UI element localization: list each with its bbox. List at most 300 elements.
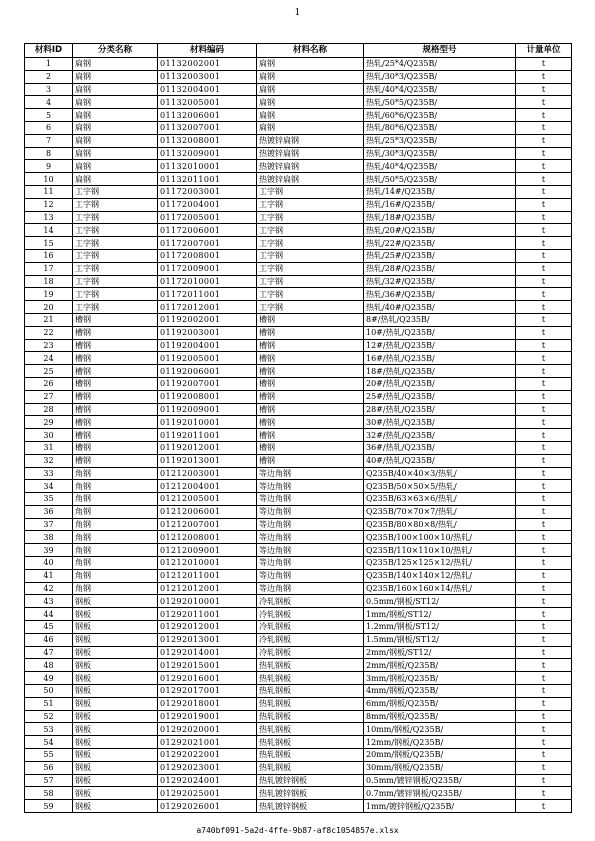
cell-material-id: 47 (25, 646, 73, 659)
cell-material-name: 热轧钢板 (257, 710, 364, 723)
cell-unit: t (516, 761, 572, 774)
cell-category-name: 钢板 (73, 697, 158, 710)
table-row (25, 160, 572, 173)
cell-specification: 热轧/50*5/Q235B/ (364, 96, 516, 109)
table-row (25, 390, 572, 403)
cell-material-id: 25 (25, 365, 73, 378)
cell-material-id: 40 (25, 557, 73, 570)
cell-category-name: 钢板 (73, 672, 158, 685)
cell-material-name: 等边角钢 (257, 531, 364, 544)
cell-specification: 热轧/22#/Q235B/ (364, 237, 516, 250)
table-row (25, 454, 572, 467)
cell-material-code: 01132002001 (158, 58, 257, 71)
cell-material-code: 01212009001 (158, 544, 257, 557)
cell-category-name: 槽钢 (73, 365, 158, 378)
cell-category-name: 钢板 (73, 761, 158, 774)
cell-specification: 8mm/钢板/Q235B/ (364, 710, 516, 723)
cell-material-id: 42 (25, 582, 73, 595)
cell-material-id: 10 (25, 173, 73, 186)
cell-material-code: 01132005001 (158, 96, 257, 109)
cell-category-name: 工字钢 (73, 211, 158, 224)
cell-category-name: 角钢 (73, 544, 158, 557)
cell-material-id: 7 (25, 134, 73, 147)
cell-category-name: 工字钢 (73, 198, 158, 211)
cell-unit: t (516, 505, 572, 518)
cell-material-code: 01192009001 (158, 403, 257, 416)
cell-specification: 0.5mm/钢板/ST12/ (364, 595, 516, 608)
table-row (25, 557, 572, 570)
cell-material-code: 01172009001 (158, 262, 257, 275)
cell-unit: t (516, 646, 572, 659)
cell-material-name: 扁钢 (257, 109, 364, 122)
cell-material-code: 01292026001 (158, 800, 257, 813)
cell-material-id: 30 (25, 429, 73, 442)
cell-unit: t (516, 531, 572, 544)
cell-material-name: 槽钢 (257, 339, 364, 352)
cell-unit: t (516, 58, 572, 71)
cell-unit: t (516, 723, 572, 736)
cell-material-id: 41 (25, 569, 73, 582)
cell-material-id: 51 (25, 697, 73, 710)
cell-material-name: 冷轧钢板 (257, 595, 364, 608)
cell-category-name: 槽钢 (73, 441, 158, 454)
cell-material-name: 槽钢 (257, 377, 364, 390)
cell-material-name: 热轧镀锌钢板 (257, 774, 364, 787)
cell-material-code: 01132003001 (158, 70, 257, 83)
cell-material-code: 01292014001 (158, 646, 257, 659)
cell-specification: 32#/热轧/Q235B/ (364, 429, 516, 442)
table-row (25, 83, 572, 96)
cell-specification: Q235B/63×63×6/热轧/ (364, 493, 516, 506)
cell-category-name: 钢板 (73, 723, 158, 736)
cell-material-name: 槽钢 (257, 429, 364, 442)
cell-unit: t (516, 608, 572, 621)
cell-specification: 热轧/40*4/Q235B/ (364, 160, 516, 173)
table-row (25, 633, 572, 646)
cell-material-id: 46 (25, 633, 73, 646)
cell-specification: Q235B/125×125×12/热轧/ (364, 557, 516, 570)
cell-category-name: 角钢 (73, 569, 158, 582)
cell-category-name: 槽钢 (73, 390, 158, 403)
cell-material-id: 26 (25, 377, 73, 390)
header-material-id: 材料ID (25, 44, 73, 58)
cell-material-id: 1 (25, 58, 73, 71)
table-row (25, 787, 572, 800)
cell-specification: 热轧/60*6/Q235B/ (364, 109, 516, 122)
cell-unit: t (516, 147, 572, 160)
cell-material-code: 01292019001 (158, 710, 257, 723)
table-row (25, 288, 572, 301)
table-row (25, 685, 572, 698)
table-row (25, 710, 572, 723)
cell-unit: t (516, 518, 572, 531)
cell-material-id: 35 (25, 493, 73, 506)
cell-unit: t (516, 659, 572, 672)
cell-unit: t (516, 787, 572, 800)
cell-unit: t (516, 710, 572, 723)
cell-category-name: 角钢 (73, 467, 158, 480)
cell-unit: t (516, 595, 572, 608)
cell-material-id: 20 (25, 301, 73, 314)
cell-unit: t (516, 185, 572, 198)
cell-specification: 0.5mm/镀锌钢板/Q235B/ (364, 774, 516, 787)
cell-material-id: 53 (25, 723, 73, 736)
cell-material-name: 工字钢 (257, 211, 364, 224)
cell-unit: t (516, 198, 572, 211)
table-row (25, 301, 572, 314)
cell-specification: Q235B/40×40×3/热轧/ (364, 467, 516, 480)
cell-material-name: 热轧钢板 (257, 685, 364, 698)
cell-unit: t (516, 352, 572, 365)
cell-specification: 热轧/40#/Q235B/ (364, 301, 516, 314)
table-row (25, 237, 572, 250)
cell-unit: t (516, 480, 572, 493)
table-body (25, 58, 572, 813)
table-row (25, 173, 572, 186)
cell-material-code: 01212012001 (158, 582, 257, 595)
cell-category-name: 扁钢 (73, 109, 158, 122)
cell-material-code: 01292020001 (158, 723, 257, 736)
cell-material-code: 01292018001 (158, 697, 257, 710)
cell-material-code: 01192002001 (158, 313, 257, 326)
cell-unit: t (516, 121, 572, 134)
cell-unit: t (516, 134, 572, 147)
cell-specification: 12#/热轧/Q235B/ (364, 339, 516, 352)
cell-unit: t (516, 467, 572, 480)
cell-unit: t (516, 493, 572, 506)
materials-table (24, 43, 572, 813)
cell-material-name: 冷轧钢板 (257, 646, 364, 659)
cell-material-code: 01132010001 (158, 160, 257, 173)
cell-category-name: 扁钢 (73, 83, 158, 96)
cell-material-code: 01192003001 (158, 326, 257, 339)
table-row (25, 198, 572, 211)
cell-category-name: 钢板 (73, 736, 158, 749)
cell-category-name: 扁钢 (73, 134, 158, 147)
cell-material-id: 37 (25, 518, 73, 531)
cell-category-name: 角钢 (73, 480, 158, 493)
cell-category-name: 钢板 (73, 800, 158, 813)
cell-specification: Q235B/50×50×5/热轧/ (364, 480, 516, 493)
cell-category-name: 角钢 (73, 531, 158, 544)
cell-specification: 40#/热轧/Q235B/ (364, 454, 516, 467)
cell-material-id: 2 (25, 70, 73, 83)
cell-material-id: 17 (25, 262, 73, 275)
cell-material-code: 01212007001 (158, 518, 257, 531)
cell-material-name: 槽钢 (257, 441, 364, 454)
cell-unit: t (516, 569, 572, 582)
cell-category-name: 扁钢 (73, 160, 158, 173)
cell-material-name: 槽钢 (257, 352, 364, 365)
cell-material-id: 23 (25, 339, 73, 352)
table-row (25, 518, 572, 531)
cell-material-id: 15 (25, 237, 73, 250)
cell-specification: Q235B/80×80×8/热轧/ (364, 518, 516, 531)
cell-material-id: 3 (25, 83, 73, 96)
table-row (25, 659, 572, 672)
cell-material-id: 33 (25, 467, 73, 480)
cell-unit: t (516, 621, 572, 634)
table-header-row (25, 44, 572, 58)
cell-specification: 1mm/钢板/ST12/ (364, 608, 516, 621)
cell-material-name: 槽钢 (257, 365, 364, 378)
cell-unit: t (516, 173, 572, 186)
cell-unit: t (516, 377, 572, 390)
cell-material-code: 01132004001 (158, 83, 257, 96)
cell-material-name: 热轧钢板 (257, 749, 364, 762)
cell-material-name: 热轧钢板 (257, 761, 364, 774)
cell-material-id: 38 (25, 531, 73, 544)
cell-category-name: 工字钢 (73, 262, 158, 275)
cell-specification: 热轧/25*3/Q235B/ (364, 134, 516, 147)
cell-material-name: 冷轧钢板 (257, 608, 364, 621)
cell-material-name: 等边角钢 (257, 505, 364, 518)
cell-unit: t (516, 774, 572, 787)
cell-specification: Q235B/160×160×14/热轧/ (364, 582, 516, 595)
cell-category-name: 工字钢 (73, 224, 158, 237)
cell-material-name: 热镀锌扁钢 (257, 160, 364, 173)
cell-category-name: 扁钢 (73, 173, 158, 186)
table-row (25, 595, 572, 608)
cell-specification: Q235B/100×100×10/热轧/ (364, 531, 516, 544)
table-row (25, 352, 572, 365)
cell-material-code: 01172005001 (158, 211, 257, 224)
cell-unit: t (516, 313, 572, 326)
cell-category-name: 槽钢 (73, 454, 158, 467)
cell-specification: Q235B/140×140×12/热轧/ (364, 569, 516, 582)
cell-material-code: 01212005001 (158, 493, 257, 506)
cell-material-code: 01292017001 (158, 685, 257, 698)
cell-specification: 2mm/钢板/ST12/ (364, 646, 516, 659)
cell-material-id: 50 (25, 685, 73, 698)
cell-category-name: 槽钢 (73, 339, 158, 352)
header-material-code: 材料编码 (158, 44, 257, 58)
cell-material-code: 01192010001 (158, 416, 257, 429)
cell-material-code: 01292013001 (158, 633, 257, 646)
cell-unit: t (516, 237, 572, 250)
table-row (25, 275, 572, 288)
cell-specification: 热轧/25*4/Q235B/ (364, 58, 516, 71)
table-row (25, 761, 572, 774)
cell-material-id: 57 (25, 774, 73, 787)
cell-category-name: 槽钢 (73, 429, 158, 442)
cell-material-name: 工字钢 (257, 249, 364, 262)
cell-unit: t (516, 441, 572, 454)
table-row (25, 608, 572, 621)
cell-material-code: 01292016001 (158, 672, 257, 685)
cell-material-id: 58 (25, 787, 73, 800)
cell-unit: t (516, 96, 572, 109)
header-material-name: 材料名称 (257, 44, 364, 58)
cell-material-name: 工字钢 (257, 301, 364, 314)
table-row (25, 96, 572, 109)
cell-material-code: 01292021001 (158, 736, 257, 749)
cell-material-id: 4 (25, 96, 73, 109)
cell-material-name: 热轧镀锌钢板 (257, 787, 364, 800)
cell-material-id: 22 (25, 326, 73, 339)
cell-material-name: 扁钢 (257, 70, 364, 83)
cell-material-code: 01132009001 (158, 147, 257, 160)
cell-unit: t (516, 800, 572, 813)
cell-specification: 热轧/36#/Q235B/ (364, 288, 516, 301)
cell-unit: t (516, 685, 572, 698)
cell-material-code: 01212011001 (158, 569, 257, 582)
cell-material-name: 工字钢 (257, 275, 364, 288)
cell-unit: t (516, 749, 572, 762)
cell-material-code: 01172010001 (158, 275, 257, 288)
cell-material-code: 01192004001 (158, 339, 257, 352)
cell-material-code: 01132008001 (158, 134, 257, 147)
cell-material-id: 39 (25, 544, 73, 557)
cell-material-id: 52 (25, 710, 73, 723)
table-row (25, 569, 572, 582)
cell-material-code: 01172004001 (158, 198, 257, 211)
cell-material-id: 27 (25, 390, 73, 403)
cell-specification: 热轧/20#/Q235B/ (364, 224, 516, 237)
cell-category-name: 钢板 (73, 787, 158, 800)
cell-material-name: 槽钢 (257, 313, 364, 326)
cell-material-id: 9 (25, 160, 73, 173)
cell-specification: 36#/热轧/Q235B/ (364, 441, 516, 454)
cell-category-name: 钢板 (73, 685, 158, 698)
cell-material-id: 6 (25, 121, 73, 134)
cell-material-code: 01192013001 (158, 454, 257, 467)
table-row (25, 467, 572, 480)
cell-specification: 30mm/钢板/Q235B/ (364, 761, 516, 774)
cell-specification: 1.2mm/钢板/ST12/ (364, 621, 516, 634)
table-row (25, 313, 572, 326)
cell-material-id: 54 (25, 736, 73, 749)
cell-unit: t (516, 326, 572, 339)
cell-specification: 热轧/80*6/Q235B/ (364, 121, 516, 134)
cell-material-code: 01212003001 (158, 467, 257, 480)
cell-specification: 4mm/钢板/Q235B/ (364, 685, 516, 698)
cell-material-name: 等边角钢 (257, 493, 364, 506)
cell-specification: 热轧/32#/Q235B/ (364, 275, 516, 288)
table-row (25, 582, 572, 595)
cell-unit: t (516, 403, 572, 416)
cell-material-name: 槽钢 (257, 416, 364, 429)
cell-material-id: 24 (25, 352, 73, 365)
cell-unit: t (516, 454, 572, 467)
table-row (25, 736, 572, 749)
cell-unit: t (516, 672, 572, 685)
cell-material-id: 16 (25, 249, 73, 262)
cell-material-name: 热轧钢板 (257, 672, 364, 685)
table-row (25, 441, 572, 454)
cell-material-code: 01192007001 (158, 377, 257, 390)
table-row (25, 262, 572, 275)
table-row (25, 697, 572, 710)
cell-material-name: 槽钢 (257, 454, 364, 467)
cell-material-name: 工字钢 (257, 288, 364, 301)
header-specification: 规格型号 (364, 44, 516, 58)
table-row (25, 147, 572, 160)
cell-material-id: 19 (25, 288, 73, 301)
cell-category-name: 角钢 (73, 518, 158, 531)
table-row (25, 646, 572, 659)
cell-material-name: 等边角钢 (257, 557, 364, 570)
footer-filename: a740bf091-5a2d-4ffe-9b87-af8c1054857e.xlsx (196, 826, 399, 835)
table-row (25, 403, 572, 416)
table-row (25, 211, 572, 224)
cell-material-code: 01292011001 (158, 608, 257, 621)
table-row (25, 185, 572, 198)
cell-material-id: 11 (25, 185, 73, 198)
cell-material-code: 01192005001 (158, 352, 257, 365)
cell-category-name: 槽钢 (73, 416, 158, 429)
cell-material-name: 热轧钢板 (257, 697, 364, 710)
cell-material-name: 等边角钢 (257, 518, 364, 531)
cell-category-name: 工字钢 (73, 249, 158, 262)
cell-material-name: 热轧钢板 (257, 736, 364, 749)
cell-material-code: 01212008001 (158, 531, 257, 544)
cell-category-name: 钢板 (73, 646, 158, 659)
cell-category-name: 钢板 (73, 621, 158, 634)
cell-material-name: 等边角钢 (257, 569, 364, 582)
cell-material-name: 槽钢 (257, 390, 364, 403)
cell-material-name: 工字钢 (257, 262, 364, 275)
table-row (25, 480, 572, 493)
table-row (25, 429, 572, 442)
cell-category-name: 钢板 (73, 774, 158, 787)
cell-category-name: 工字钢 (73, 237, 158, 250)
cell-specification: 1.5mm/钢板/ST12/ (364, 633, 516, 646)
cell-specification: 1mm/镀锌钢板/Q235B/ (364, 800, 516, 813)
cell-material-id: 13 (25, 211, 73, 224)
table-row (25, 249, 572, 262)
cell-category-name: 钢板 (73, 749, 158, 762)
cell-category-name: 扁钢 (73, 70, 158, 83)
cell-material-name: 热轧钢板 (257, 723, 364, 736)
cell-material-id: 59 (25, 800, 73, 813)
header-unit: 计量单位 (516, 44, 572, 58)
table-row (25, 800, 572, 813)
cell-material-name: 扁钢 (257, 96, 364, 109)
cell-material-code: 01132011001 (158, 173, 257, 186)
cell-unit: t (516, 211, 572, 224)
cell-specification: 16#/热轧/Q235B/ (364, 352, 516, 365)
cell-unit: t (516, 416, 572, 429)
cell-material-code: 01172006001 (158, 224, 257, 237)
cell-category-name: 钢板 (73, 595, 158, 608)
cell-unit: t (516, 339, 572, 352)
cell-specification: 28#/热轧/Q235B/ (364, 403, 516, 416)
cell-material-code: 01192008001 (158, 390, 257, 403)
cell-category-name: 扁钢 (73, 121, 158, 134)
cell-material-name: 等边角钢 (257, 467, 364, 480)
cell-material-name: 工字钢 (257, 198, 364, 211)
cell-material-name: 热镀锌扁钢 (257, 173, 364, 186)
cell-material-code: 01172011001 (158, 288, 257, 301)
cell-material-name: 槽钢 (257, 326, 364, 339)
cell-unit: t (516, 633, 572, 646)
cell-category-name: 槽钢 (73, 352, 158, 365)
cell-specification: 热轧/14#/Q235B/ (364, 185, 516, 198)
cell-material-id: 12 (25, 198, 73, 211)
cell-material-name: 热镀锌扁钢 (257, 134, 364, 147)
header-category-name: 分类名称 (73, 44, 158, 58)
table-row (25, 377, 572, 390)
cell-material-id: 43 (25, 595, 73, 608)
table-row (25, 531, 572, 544)
cell-unit: t (516, 249, 572, 262)
cell-material-id: 21 (25, 313, 73, 326)
table-row (25, 339, 572, 352)
cell-material-id: 45 (25, 621, 73, 634)
cell-material-code: 01172007001 (158, 237, 257, 250)
table-row (25, 505, 572, 518)
